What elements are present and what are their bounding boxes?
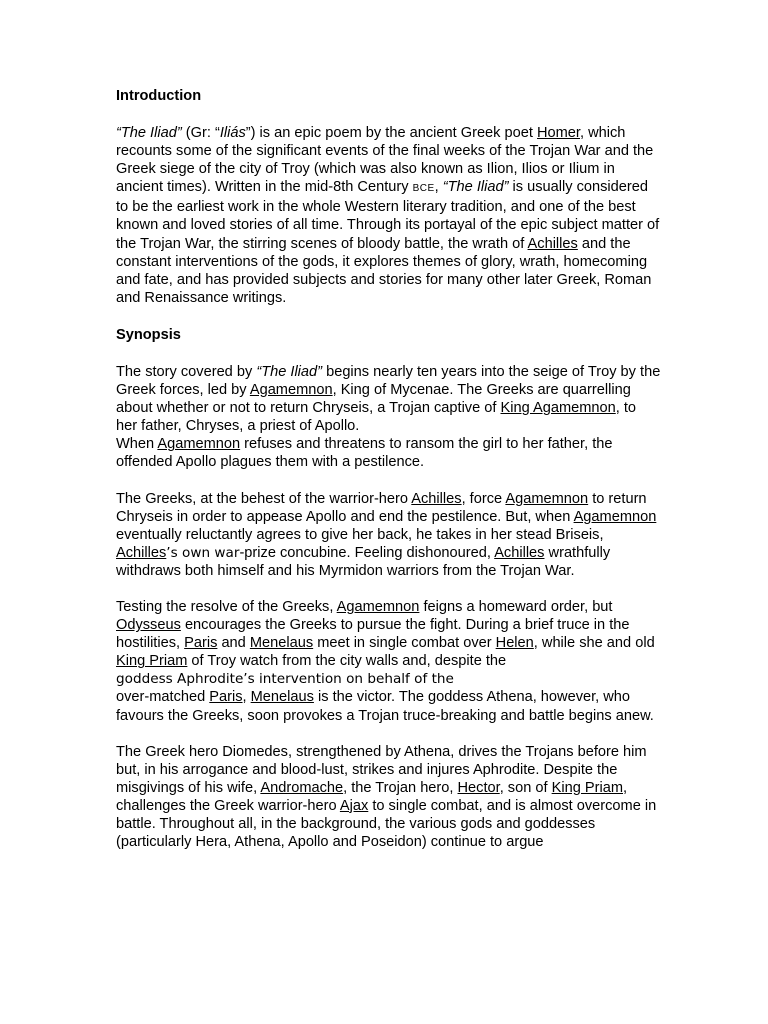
text: , King of Mycenae. The Greeks are quarrelling about whether or not to return Chryseis, a Trojan captive of <box>116 382 631 417</box>
text: Testing the resolve of the Greeks, <box>116 598 337 615</box>
spacer <box>116 580 661 598</box>
link-agamemnon[interactable]: Agamemnon <box>157 436 241 453</box>
link-achilles[interactable]: Achilles <box>116 544 167 561</box>
text: (Gr: “ <box>181 125 220 141</box>
link-odysseus[interactable]: Odysseus <box>116 617 181 634</box>
paragraph-synopsis-2 <box>116 490 661 580</box>
heading-introduction: Introduction <box>116 88 202 104</box>
paragraph-synopsis-4 <box>116 743 661 852</box>
text: , challenges the Greek warrior-hero <box>116 779 628 814</box>
text: over-matched <box>116 689 210 706</box>
link-andromache[interactable]: Andromache <box>260 779 344 796</box>
text: , the Trojan hero, <box>343 779 458 796</box>
text: and the constant interventions of the gods, it explores themes of glory, wrath, homecoming and fate, and has provided subjects and stories for many other later Greek, Roman and Renaissance writings. <box>116 235 652 306</box>
spacer <box>116 472 661 490</box>
text: and <box>217 635 250 652</box>
text: , which recounts some of the significant events of the final weeks of the Trojan War and the Greek siege of the city of Troy (which was also known as Ilion, Ilios or Ilium in ancient times). Written in the mid-8th Century <box>116 125 654 196</box>
link-achilles[interactable]: Achilles <box>411 490 462 507</box>
text: The story covered by <box>116 363 257 380</box>
spacer <box>116 345 661 363</box>
link-agamemnon[interactable]: Agamemnon <box>249 382 333 399</box>
link-menelaus[interactable]: Menelaus <box>249 635 314 652</box>
text: feigns a homeward order, but <box>419 598 613 615</box>
text: , <box>242 689 251 706</box>
text: goddess Aphrodite’s intervention on behalf of the <box>116 671 454 688</box>
text: , son of <box>499 779 552 796</box>
link-ajax[interactable]: Ajax <box>339 797 369 814</box>
link-paris[interactable]: Paris <box>209 689 243 706</box>
link-king-priam[interactable]: King Priam <box>551 779 623 796</box>
link-menelaus[interactable]: Menelaus <box>250 689 314 706</box>
link-agamemnon[interactable]: Agamemnon <box>573 508 657 525</box>
document-page <box>116 86 661 851</box>
link-achilles[interactable]: Achilles <box>527 235 578 252</box>
text: The Greeks, at the behest of the warrior-hero <box>116 490 412 507</box>
text: meet in single combat over <box>313 635 496 652</box>
text: , while she and old <box>533 635 655 652</box>
text: is usually considered to be the earliest work in the whole Western literary tradition, and one of the best known and loved stories of all time. Through its portayal of the epic subject matter of the Trojan War, the stirring scenes of bloody battle, the wrath of <box>116 179 660 252</box>
text: BCE <box>412 183 435 195</box>
text: The Greek hero Diomedes, strengthened by Athena, drives the Trojans before him but, in his arrogance and blood-lust, strikes and injures Aphrodite. Despite the misgivings of his wife, <box>116 743 647 796</box>
link-agamemnon[interactable]: Agamemnon <box>336 598 420 615</box>
link-achilles[interactable]: Achilles <box>494 544 545 561</box>
text: wrathfully withdraws both himself and his Myrmidon warriors from the Trojan War. <box>116 544 611 579</box>
text: of Troy watch from the city walls and, despite the <box>187 653 507 670</box>
link-homer[interactable]: Homer <box>537 125 580 141</box>
spacer <box>116 725 661 743</box>
link-king-agamemnon[interactable]: King Agamemnon <box>500 400 616 417</box>
text: “The Iliad” <box>442 179 509 196</box>
spacer <box>116 106 661 124</box>
text: refuses and threatens to ransom the girl to her father, the offended Apollo plagues them with a pestilence. <box>116 436 613 471</box>
text: to single combat, and is almost overcome in battle. Throughout all, in the background, the various gods and goddesses (particularly Hera, Athena, Apollo and Poseidon) continue to argue <box>116 797 657 851</box>
paragraph-synopsis-1 <box>116 363 661 472</box>
text: “The Iliad” <box>116 125 182 141</box>
text: is the victor. The goddess Athena, however, who favours the Greeks, soon provokes a Trojan truce-breaking and battle begins anew. <box>116 689 654 724</box>
text: ’s own war <box>166 544 240 561</box>
text: , force <box>461 490 506 507</box>
text: to return Chryseis in order to appease Apollo and end the pestilence. But, when <box>116 490 647 525</box>
link-agamemnon[interactable]: Agamemnon <box>505 490 589 507</box>
text: “The Iliad” <box>256 363 323 380</box>
text: , <box>434 179 443 196</box>
text: eventually reluctantly agrees to give her back, he takes in her stead Briseis, <box>116 526 604 543</box>
link-paris[interactable]: Paris <box>184 635 218 652</box>
link-hector[interactable]: Hector <box>457 779 500 796</box>
spacer <box>116 307 661 325</box>
text: begins nearly ten years into the seige of Troy by the Greek forces, led by <box>116 363 661 399</box>
text: encourages the Greeks to pursue the fight. During a brief truce in the hostilities, <box>116 617 630 652</box>
text: , to her father, Chryses, a priest of Apollo. <box>116 400 637 435</box>
paragraph-synopsis-3 <box>116 598 661 725</box>
link-helen[interactable]: Helen <box>495 635 534 652</box>
text: ”) is an epic poem by the ancient Greek poet <box>245 125 537 141</box>
text: When <box>116 436 158 453</box>
link-king-priam[interactable]: King Priam <box>116 653 188 670</box>
text: Iliás <box>219 125 246 141</box>
paragraph-intro <box>116 124 661 307</box>
heading-synopsis: Synopsis <box>116 326 181 343</box>
text: -prize concubine. Feeling dishonoured, <box>239 544 495 561</box>
